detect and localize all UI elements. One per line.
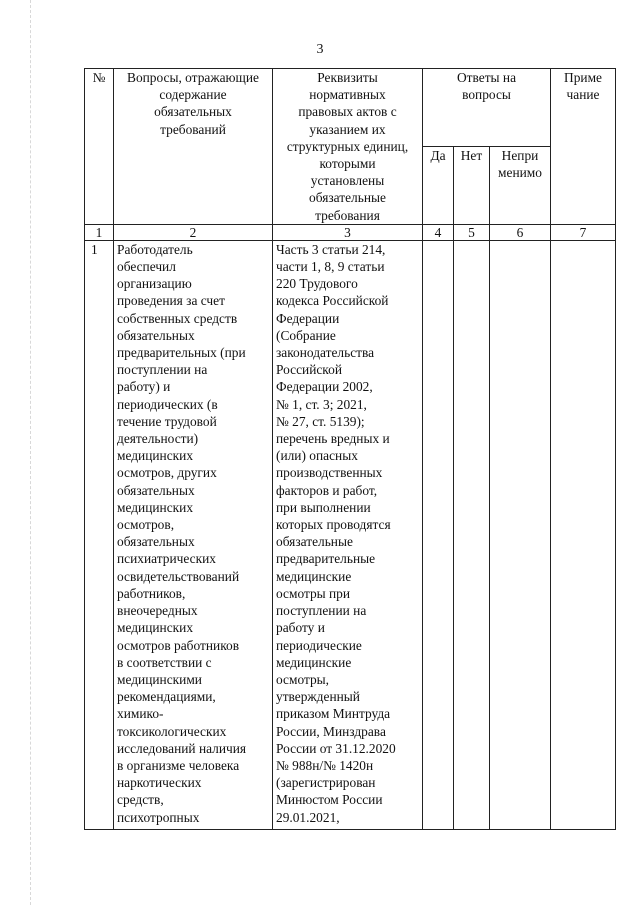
header-requisites (273, 69, 423, 225)
question-line: осмотров работников (117, 637, 240, 653)
question-line: освидетельствований (117, 568, 240, 584)
header-na-line: Непри (501, 147, 539, 163)
header-answers-line: Ответы на (457, 70, 517, 85)
question-line: рекомендациями, (117, 689, 216, 705)
requisite-line: № 27, ст. 5139); (276, 413, 365, 429)
requisites-text (273, 240, 423, 829)
header-note-line: чание (566, 87, 600, 103)
question-line: предварительных (при (117, 345, 246, 361)
question-line: медицинскими (117, 671, 202, 687)
question-line: психотропных (117, 809, 200, 825)
question-line: периодических (в (117, 396, 218, 412)
header-questions-line: обязательных (154, 104, 232, 120)
column-number: 7 (551, 224, 616, 240)
requisite-line: Минюстом России (276, 792, 383, 808)
row-number: 1 (85, 240, 114, 829)
question-line: организацию (117, 276, 192, 292)
question-line: в соответствии с (117, 654, 212, 670)
question-line: обеспечил (117, 259, 176, 275)
requisite-line: осмотры, (276, 671, 330, 687)
requisite-line: Федерации 2002, (276, 379, 373, 395)
requisite-line: приказом Минтруда (276, 706, 391, 722)
question-line: обязательных (117, 534, 195, 550)
requisite-line: Российской (276, 362, 342, 378)
header-na-line: менимо (498, 165, 542, 181)
column-number: 1 (85, 224, 114, 240)
header-requisites-line: которыми (319, 156, 376, 172)
requisite-line: при выполнении (276, 499, 371, 515)
column-numbers-row (85, 224, 616, 240)
question-line: течение трудовой (117, 413, 217, 429)
question-line: собственных средств (117, 310, 238, 326)
requisite-line: производственных (276, 465, 383, 481)
answer-yes-cell (423, 240, 454, 829)
header-questions-line: содержание (159, 87, 227, 103)
question-line: внеочередных (117, 603, 198, 619)
header-row-1 (85, 69, 616, 147)
header-requisites-line: обязательные (309, 190, 386, 206)
requisite-line: обязательные (276, 534, 353, 550)
header-questions-line: требований (160, 121, 226, 137)
header-number: № (85, 69, 114, 225)
requisite-line: утвержденный (276, 689, 360, 705)
question-line: токсикологических (117, 723, 227, 739)
header-requisites-line: установлены (310, 173, 385, 189)
requisite-line: 220 Трудового (276, 276, 358, 292)
page-number: 3 (316, 42, 324, 57)
checklist-table (84, 68, 616, 830)
requisite-line: работу и (276, 620, 325, 636)
header-questions-line: Вопросы, отражающие (127, 70, 259, 85)
header-no: Нет (454, 146, 490, 224)
question-line: Работодатель (117, 241, 193, 257)
requisite-line: России от 31.12.2020 (276, 740, 396, 756)
requisite-line: (зарегистрирован (276, 775, 376, 791)
question-line: поступлении на (117, 362, 208, 378)
requisite-line: медицинские (276, 568, 352, 584)
question-line: средств, (117, 792, 164, 808)
question-line: медицинских (117, 620, 194, 636)
requisite-line: (или) опасных (276, 448, 358, 464)
requisite-line: Федерации (276, 310, 340, 326)
header-requisites-line: требования (315, 207, 380, 223)
requisite-line: законодательства (276, 345, 375, 361)
header-requisites-line: структурных единиц, (286, 138, 409, 154)
header-note-line: Приме (564, 70, 602, 85)
table-row (85, 240, 616, 829)
question-line: психиатрических (117, 551, 216, 567)
requisite-line: части 1, 8, 9 статьи (276, 259, 385, 275)
question-text (114, 240, 273, 829)
column-number: 2 (114, 224, 273, 240)
answer-no-cell (454, 240, 490, 829)
header-answers-line: вопросы (462, 87, 511, 103)
question-line: работу) и (117, 379, 171, 395)
column-number: 3 (273, 224, 423, 240)
requisite-line: которых проводятся (276, 517, 391, 533)
requisite-line: периодические (276, 637, 362, 653)
requisite-line: 29.01.2021, (276, 809, 340, 825)
requisite-line: осмотры при (276, 585, 351, 601)
requisite-line: поступлении на (276, 603, 367, 619)
header-answers (423, 69, 551, 147)
header-requisites-line: правовых актов с (298, 104, 397, 120)
question-line: обязательных (117, 327, 195, 343)
requisite-line: № 1, ст. 3; 2021, (276, 396, 367, 412)
question-line: проведения за счет (117, 293, 225, 309)
question-line: наркотических (117, 775, 202, 791)
question-line: осмотров, (117, 517, 175, 533)
requisite-line: Часть 3 статьи 214, (276, 241, 386, 257)
question-line: в организме человека (117, 757, 240, 773)
header-questions (114, 69, 273, 225)
header-requisites-line: указанием их (309, 121, 386, 137)
header-requisites-line: Реквизиты (317, 70, 378, 85)
requisite-line: кодекса Российской (276, 293, 389, 309)
scan-margin-line (30, 0, 31, 905)
requisite-line: России, Минздрава (276, 723, 386, 739)
header-yes: Да (423, 146, 454, 224)
header-note (551, 69, 616, 225)
note-cell (551, 240, 616, 829)
column-number: 5 (454, 224, 490, 240)
column-number: 4 (423, 224, 454, 240)
question-line: деятельности) (117, 431, 199, 447)
header-not-applicable (490, 146, 551, 224)
answer-na-cell (490, 240, 551, 829)
question-line: медицинских (117, 499, 194, 515)
question-line: обязательных (117, 482, 195, 498)
question-line: осмотров, других (117, 465, 217, 481)
column-number: 6 (490, 224, 551, 240)
requisite-line: (Собрание (276, 327, 336, 343)
requisite-line: предварительные (276, 551, 376, 567)
question-line: работников, (117, 585, 186, 601)
header-requisites-line: нормативных (309, 87, 386, 103)
requisite-line: перечень вредных и (276, 431, 390, 447)
requisite-line: факторов и работ, (276, 482, 378, 498)
requisite-line: № 988н/№ 1420н (276, 757, 374, 773)
question-line: химико- (117, 706, 164, 722)
question-line: исследований наличия (117, 740, 247, 756)
requisite-line: медицинские (276, 654, 352, 670)
question-line: медицинских (117, 448, 194, 464)
